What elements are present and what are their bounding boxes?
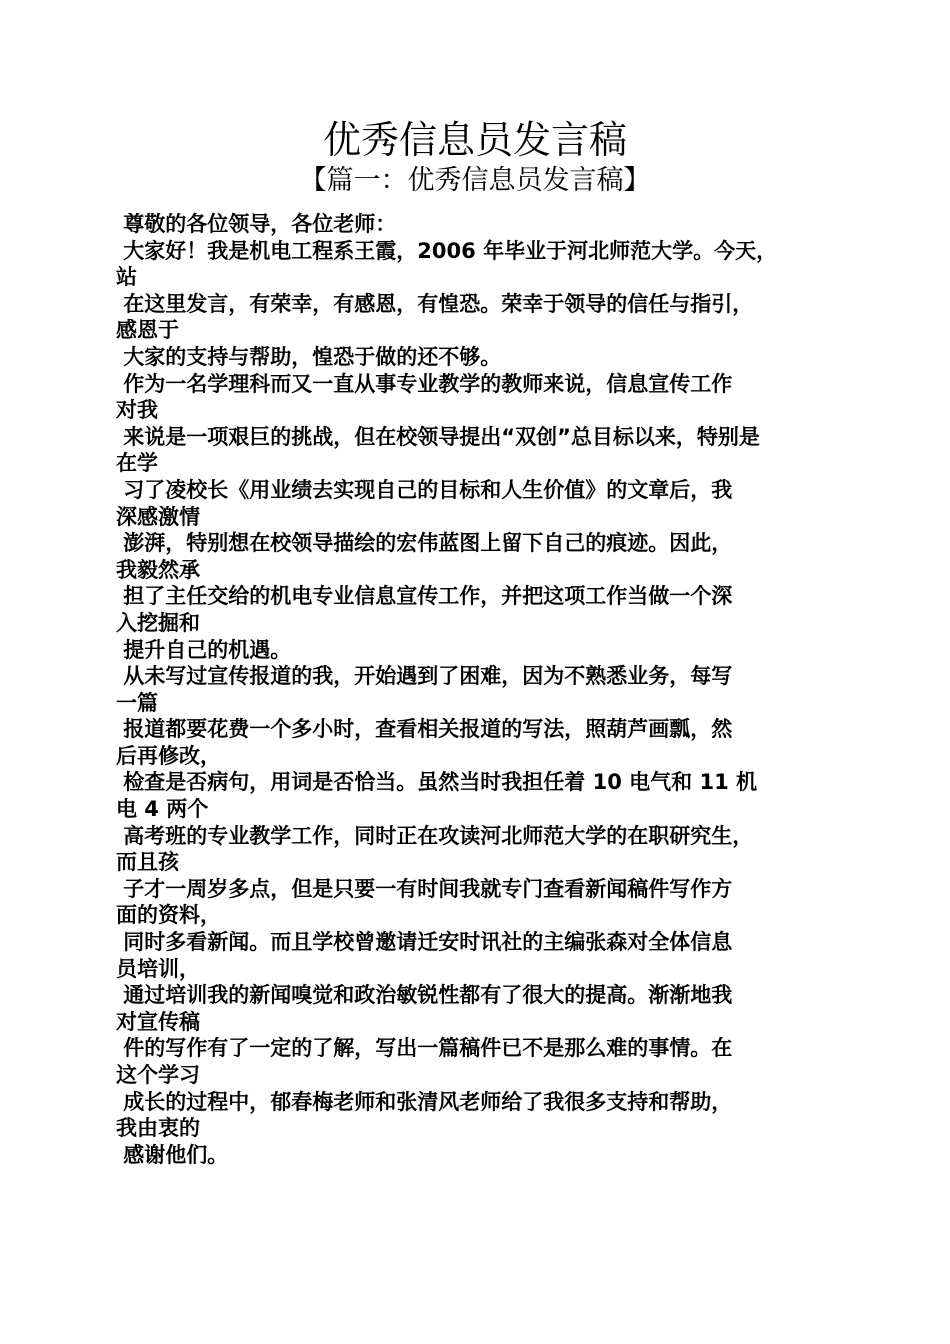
body-text-line: 尊敬的各位领导，各位老师：: [116, 212, 397, 236]
body-text-line: 我由衷的: [116, 1116, 200, 1141]
body-text-line: 子才一周岁多点，但是只要一有时间我就专门查看新闻稿件写作方: [116, 876, 733, 901]
body-text-line: 站: [116, 265, 137, 290]
body-text-line: 在这里发言，有荣幸，有感恩，有惶恐。荣幸于领导的信任与指引，: [116, 291, 754, 316]
body-text-line: 后再修改，: [116, 743, 221, 768]
body-text-line: 感恩于: [116, 318, 179, 343]
body-text-line: 对我: [116, 398, 158, 423]
body-text-line: 报道都要花费一个多小时，查看相关报道的写法，照葫芦画瓢，然: [116, 717, 733, 742]
document-body: [116, 211, 846, 1168]
body-text-line: 大家的支持与帮助，惶恐于做的还不够。: [116, 344, 502, 369]
body-text-line: 件的写作有了一定的了解，写出一篇稿件已不是那么难的事情。在: [116, 1036, 733, 1061]
body-text-line: 大家好！我是机电工程系王霞，2006 年毕业于河北师范大学。今天，: [116, 238, 778, 263]
body-text-line: 感谢他们。: [116, 1142, 229, 1167]
body-text-line: 从未写过宣传报道的我，开始遇到了困难，因为不熟悉业务，每写: [116, 664, 733, 689]
body-text-line: 高考班的专业教学工作，同时正在攻读河北师范大学的在职研究生，: [116, 823, 754, 848]
body-text-line: 这个学习: [116, 1063, 200, 1087]
body-text-line: 习了凌校长《用业绩去实现自己的目标和人生价值》的文章后，我: [116, 477, 733, 502]
document-title: 优秀信息员发言稿: [322, 118, 627, 162]
body-text-line: 澎湃，特别想在校领导描绘的宏伟蓝图上留下自己的痕迹。因此，: [116, 531, 733, 556]
body-text-line: 在学: [116, 451, 158, 476]
body-text-line: 深感激情: [116, 504, 200, 529]
body-text-line: 成长的过程中，郁春梅老师和张清风老师给了我很多支持和帮助，: [116, 1089, 733, 1114]
body-text-line: 同时多看新闻。而且学校曾邀请迁安时讯社的主编张森对全体信息: [116, 930, 733, 955]
body-text-line: 一篇: [116, 690, 158, 715]
body-text-line: 我毅然承: [116, 557, 200, 582]
body-text-line: 员培训，: [116, 956, 200, 981]
body-text-line: 提升自己的机遇。: [116, 637, 292, 662]
body-text-line: 担了主任交给的机电专业信息宣传工作，并把这项工作当做一个深: [116, 584, 733, 609]
body-text-line: 检查是否病句，用词是否恰当。虽然当时我担任着 10 电气和 11 机: [116, 770, 757, 795]
body-text-line: 作为一名学理科而又一直从事专业教学的教师来说，信息宣传工作: [116, 371, 733, 396]
body-text-line: 电 4 两个: [116, 797, 209, 822]
body-text-line: 面的资料，: [116, 903, 221, 928]
body-text-line: 来说是一项艰巨的挑战，但在校领导提出“双创”总目标以来，特别是: [116, 424, 760, 449]
body-text-line: 入挖掘和: [116, 610, 200, 635]
body-text-line: 而且孩: [116, 850, 179, 875]
document-subtitle: 【篇一：优秀信息员发言稿】: [299, 165, 651, 196]
body-text-line: 对宣传稿: [116, 1009, 200, 1034]
body-text-line: 通过培训我的新闻嗅觉和政治敏锐性都有了很大的提高。渐渐地我: [116, 983, 733, 1008]
